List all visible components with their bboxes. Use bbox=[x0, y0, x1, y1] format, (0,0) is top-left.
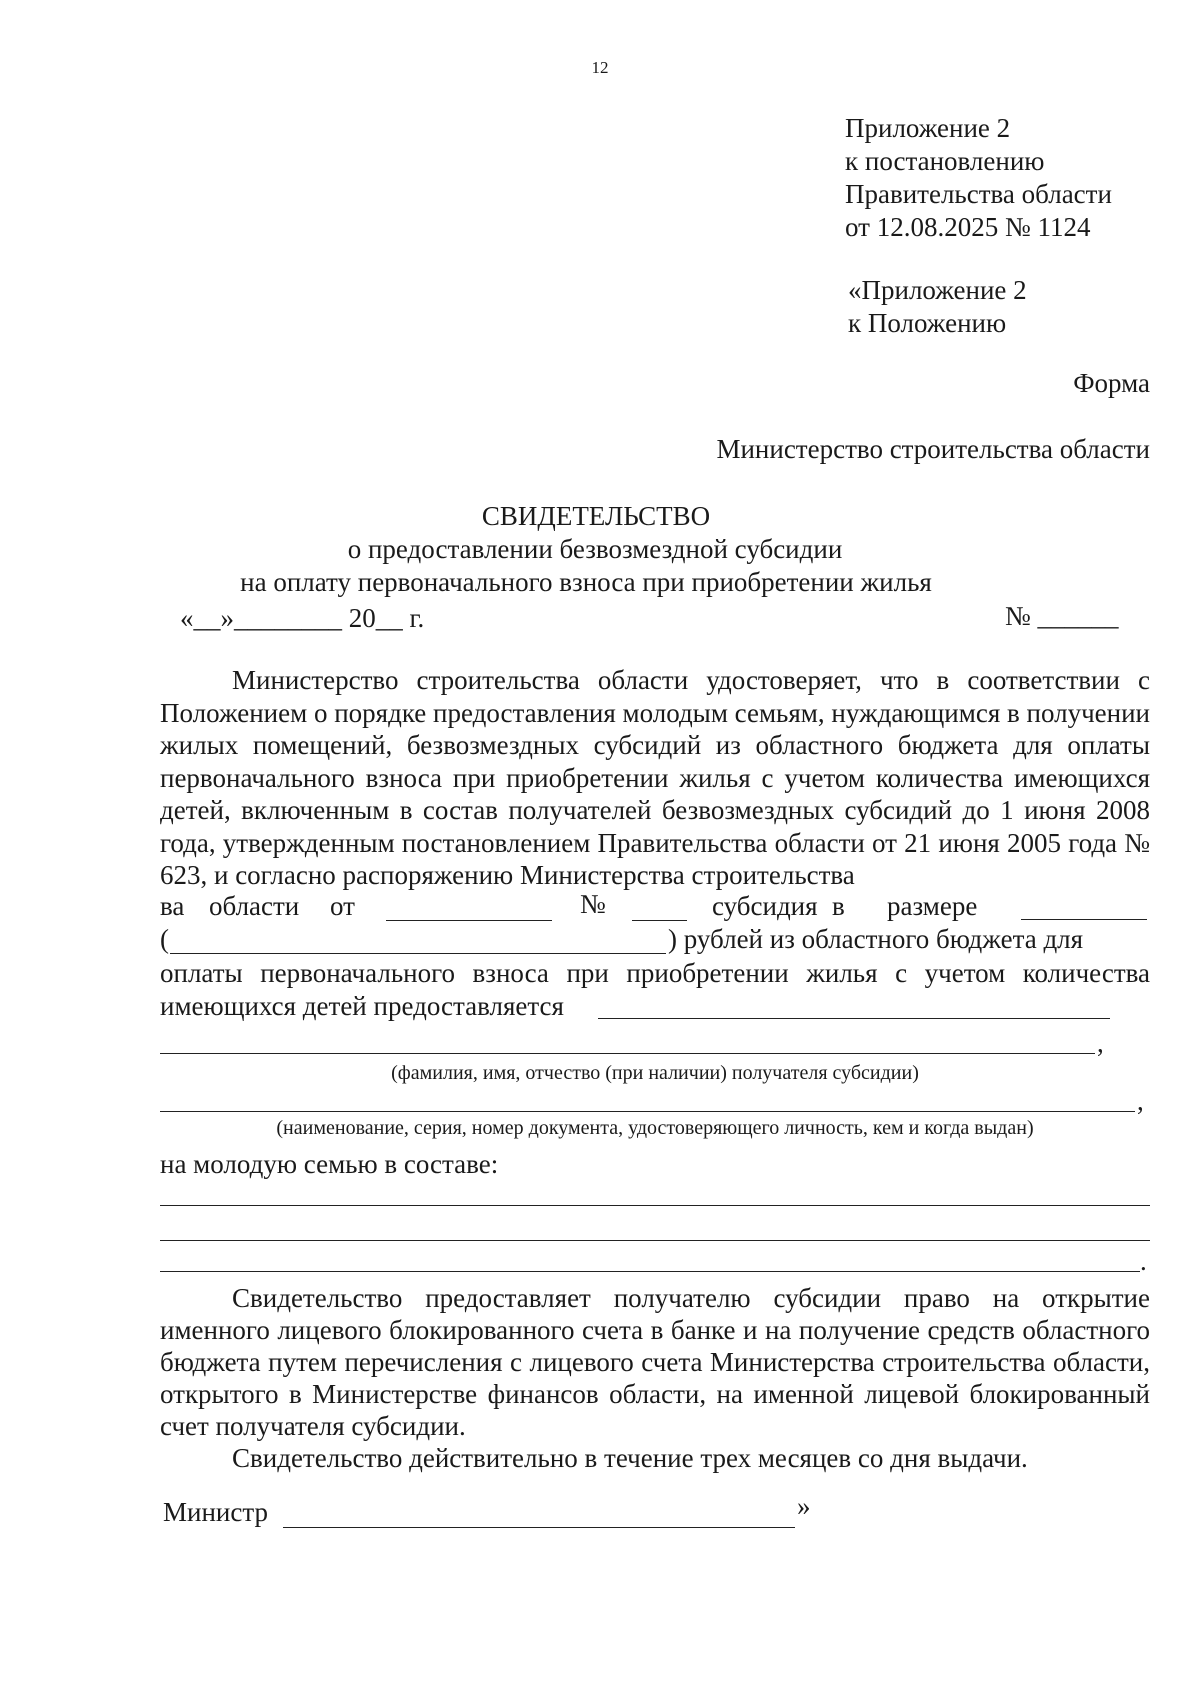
title-subtitle: о предоставлении безвозмездной субсидии bbox=[347, 534, 843, 564]
body-text: имеющихся детей предоставляется bbox=[160, 991, 564, 1021]
body-word: в bbox=[832, 891, 845, 921]
family-member-blank bbox=[160, 1205, 1150, 1206]
recipient-blank bbox=[598, 1018, 1110, 1019]
body-word: ва bbox=[160, 891, 185, 921]
validity-paragraph: Свидетельство действительно в течение трех месяцев со дня выдачи. bbox=[232, 1443, 1028, 1473]
body-word: области bbox=[209, 891, 300, 921]
certificate-body bbox=[160, 664, 1150, 892]
ministry-header: Министерство строительства области bbox=[716, 434, 1150, 464]
appendix-line: Правительства области bbox=[845, 179, 1112, 209]
appendix-line: к постановлению bbox=[845, 146, 1045, 176]
closing-quote: » bbox=[797, 1491, 811, 1521]
body-paragraph: Министерство строительства области удостоверяет, что в соответствии с Положением о порядке предоставления молодым семьям, нуждающимся в получении жилых помещений, безвозмездных субсидий из областного бюджета для оплаты первоначального взноса при приобретении жилья с учетом количества имеющихся детей, включенным в состав получателей безвозмездных субсидий до 1 июня 2008 года, утвержденным постановлением Правительства области от 21 июня 2005 года № 623, и согласно распоряжению Министерства строительства bbox=[160, 665, 1150, 890]
body-text: , bbox=[1137, 1086, 1144, 1116]
body-text: оплаты первоначального взноса при приобретении жилья с учетом количества bbox=[160, 958, 1150, 988]
rights-paragraph: Свидетельство предоставляет получателю субсидии право на открытие именного лицевого блокированного счета в банке и на получение средств областного бюджета путем перечисления с лицевого счета Министерства строительства области, открытого в Министерстве финансов области, на именной лицевой блокированный счет получателя субсидии. bbox=[160, 1283, 1150, 1441]
title-main: СВИДЕТЕЛЬСТВО bbox=[481, 501, 711, 531]
signature-block bbox=[163, 1497, 268, 1528]
appendix-line: Приложение 2 bbox=[845, 113, 1011, 143]
caption-fio: (фамилия, имя, отчество (при наличии) получателя субсидии) bbox=[391, 1062, 919, 1084]
caption-document: (наименование, серия, номер документа, удостоверяющего личность, кем и когда выдан) bbox=[276, 1117, 1034, 1139]
amount-in-words-blank bbox=[170, 953, 666, 954]
title-subtitle: на оплату первоначального взноса при приобретении жилья bbox=[240, 567, 932, 597]
rights-section bbox=[160, 1282, 1150, 1474]
signature-label: Министр bbox=[163, 1497, 268, 1527]
family-label: на молодую семью в составе: bbox=[160, 1149, 499, 1179]
order-number-blank bbox=[632, 920, 687, 921]
body-word: субсидия bbox=[712, 891, 818, 921]
body-word: ( bbox=[160, 924, 169, 954]
body-text: , bbox=[1097, 1028, 1104, 1058]
body-word: № bbox=[580, 889, 606, 919]
subsidy-amount-blank bbox=[1021, 919, 1147, 920]
appendix-reference bbox=[845, 112, 1112, 244]
appendix-line: от 12.08.2025 № 1124 bbox=[845, 212, 1091, 242]
identity-document-blank bbox=[160, 1111, 1135, 1112]
issue-date-field: «__»________ 20__ г. bbox=[180, 603, 425, 633]
body-text: ) рублей из областного бюджета для bbox=[668, 924, 1084, 954]
appendix-inner-line: к Положению bbox=[848, 308, 1007, 338]
family-member-blank bbox=[160, 1271, 1140, 1272]
body-word: от bbox=[330, 891, 355, 921]
order-date-blank bbox=[386, 920, 552, 921]
page-number: 12 bbox=[591, 58, 609, 77]
body-text: . bbox=[1140, 1246, 1147, 1276]
certificate-number-field: № ______ bbox=[1005, 601, 1119, 631]
form-label: Форма bbox=[1073, 368, 1150, 398]
appendix-inner-line: «Приложение 2 bbox=[848, 275, 1027, 305]
body-word: размере bbox=[887, 891, 978, 921]
document-title bbox=[0, 500, 1200, 599]
appendix-inner-reference bbox=[848, 274, 1027, 340]
recipient-name-blank bbox=[160, 1053, 1095, 1054]
signature-blank bbox=[283, 1527, 795, 1528]
family-member-blank bbox=[160, 1240, 1150, 1241]
